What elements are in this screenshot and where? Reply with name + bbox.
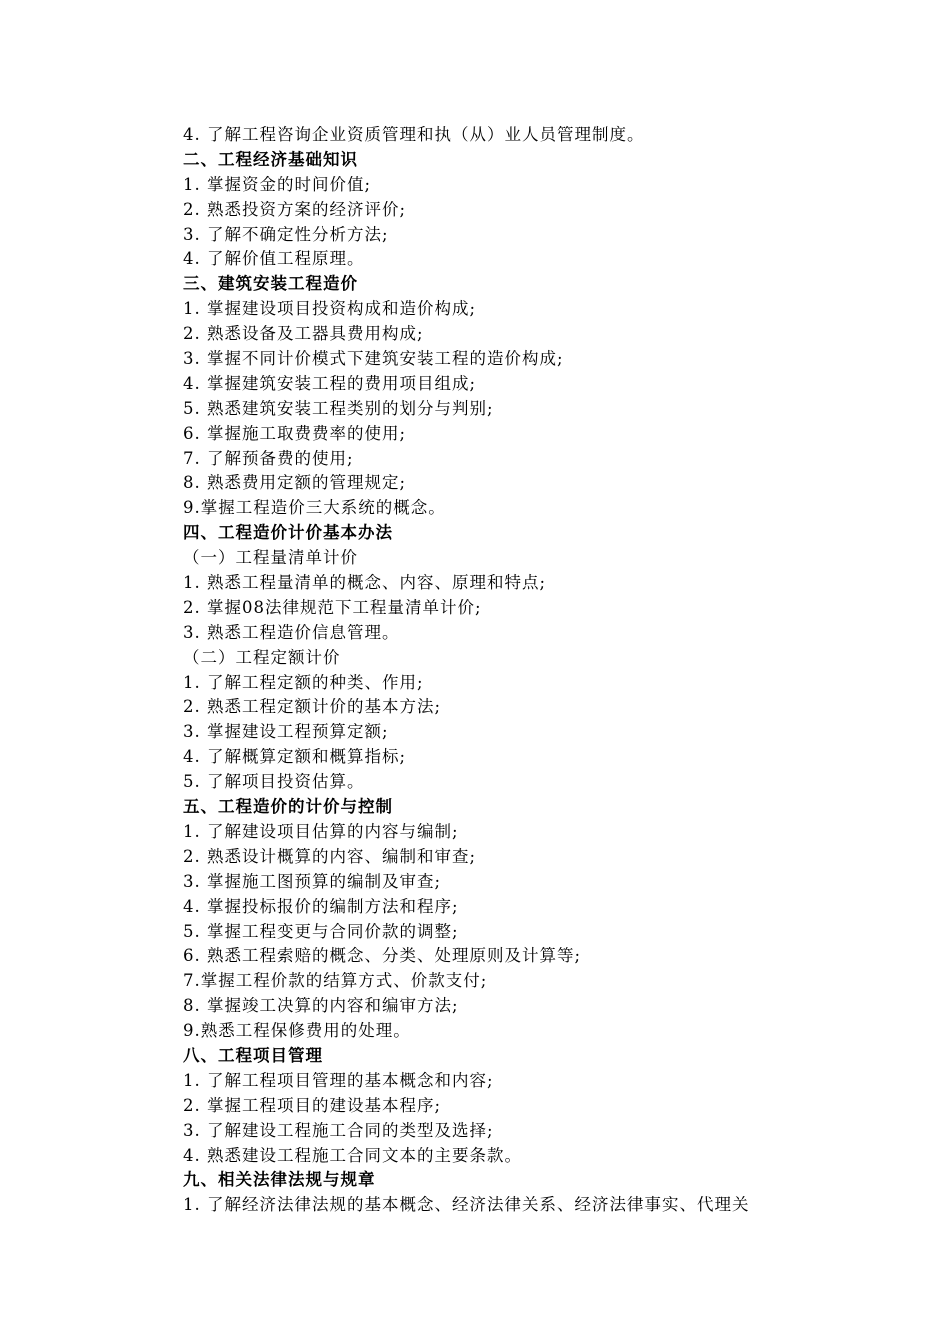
list-item: 3. 掌握不同计价模式下建筑安装工程的造价构成; bbox=[183, 349, 564, 369]
list-item: 3. 了解不确定性分析方法; bbox=[183, 224, 389, 244]
list-item: 4. 了解概算定额和概算指标; bbox=[183, 747, 407, 767]
list-item: 5. 了解项目投资估算。 bbox=[183, 772, 365, 792]
list-item: 1. 掌握建设项目投资构成和造价构成; bbox=[183, 299, 477, 319]
section-heading: 三、建筑安装工程造价 bbox=[183, 274, 358, 294]
list-item: 2. 掌握08法律规范下工程量清单计价; bbox=[183, 597, 482, 617]
list-item: 9.掌握工程造价三大系统的概念。 bbox=[183, 498, 446, 518]
document-body bbox=[183, 123, 823, 1218]
list-item: 2. 熟悉投资方案的经济评价; bbox=[183, 199, 407, 219]
list-item: 4. 了解工程咨询企业资质管理和执（从）业人员管理制度。 bbox=[183, 125, 645, 144]
list-item: 5. 掌握工程变更与合同价款的调整; bbox=[183, 921, 459, 941]
list-item: 2. 掌握工程项目的建设基本程序; bbox=[183, 1095, 442, 1115]
list-item: 9.熟悉工程保修费用的处理。 bbox=[183, 1021, 411, 1041]
list-item: 2. 熟悉工程定额计价的基本方法; bbox=[183, 697, 442, 717]
list-item: 6. 熟悉工程索赔的概念、分类、处理原则及计算等; bbox=[183, 946, 582, 966]
section-heading: 五、工程造价的计价与控制 bbox=[183, 797, 393, 817]
list-item: 5. 熟悉建筑安装工程类别的划分与判别; bbox=[183, 398, 494, 418]
subsection-heading: （二）工程定额计价 bbox=[183, 647, 341, 667]
list-item: 6. 掌握施工取费费率的使用; bbox=[183, 423, 407, 443]
list-item: 1. 熟悉工程量清单的概念、内容、原理和特点; bbox=[183, 573, 547, 593]
list-item: 4. 掌握投标报价的编制方法和程序; bbox=[183, 896, 459, 916]
list-item: 4. 掌握建筑安装工程的费用项目组成; bbox=[183, 373, 477, 393]
list-item: 2. 熟悉设备及工器具费用构成; bbox=[183, 324, 424, 344]
list-item: 4. 熟悉建设工程施工合同文本的主要条款。 bbox=[183, 1145, 522, 1165]
list-item: 7. 了解预备费的使用; bbox=[183, 448, 354, 468]
list-item: 1. 了解经济法律法规的基本概念、经济法律关系、经济法律事实、代理关 bbox=[183, 1195, 750, 1215]
list-item: 7.掌握工程价款的结算方式、价款支付; bbox=[183, 971, 488, 991]
list-item: 3. 掌握施工图预算的编制及审查; bbox=[183, 871, 442, 891]
list-item: 1. 了解工程定额的种类、作用; bbox=[183, 672, 424, 692]
section-heading: 二、工程经济基础知识 bbox=[183, 149, 358, 169]
section-heading: 四、工程造价计价基本办法 bbox=[183, 523, 393, 543]
list-item: 1. 了解工程项目管理的基本概念和内容; bbox=[183, 1070, 494, 1090]
list-item: 2. 熟悉设计概算的内容、编制和审查; bbox=[183, 846, 477, 866]
list-item: 1. 了解建设项目估算的内容与编制; bbox=[183, 821, 459, 841]
section-heading: 九、相关法律法规与规章 bbox=[183, 1170, 376, 1190]
list-item: 1. 掌握资金的时间价值; bbox=[183, 174, 372, 194]
list-item: 8. 掌握竣工决算的内容和编审方法; bbox=[183, 996, 459, 1016]
list-item: 3. 熟悉工程造价信息管理。 bbox=[183, 622, 400, 642]
list-item: 4. 了解价值工程原理。 bbox=[183, 249, 365, 269]
subsection-heading: （一）工程量清单计价 bbox=[183, 548, 358, 568]
section-heading: 八、工程项目管理 bbox=[183, 1045, 323, 1065]
list-item: 8. 熟悉费用定额的管理规定; bbox=[183, 473, 407, 493]
list-item: 3. 掌握建设工程预算定额; bbox=[183, 722, 389, 742]
list-item: 3. 了解建设工程施工合同的类型及选择; bbox=[183, 1120, 494, 1140]
